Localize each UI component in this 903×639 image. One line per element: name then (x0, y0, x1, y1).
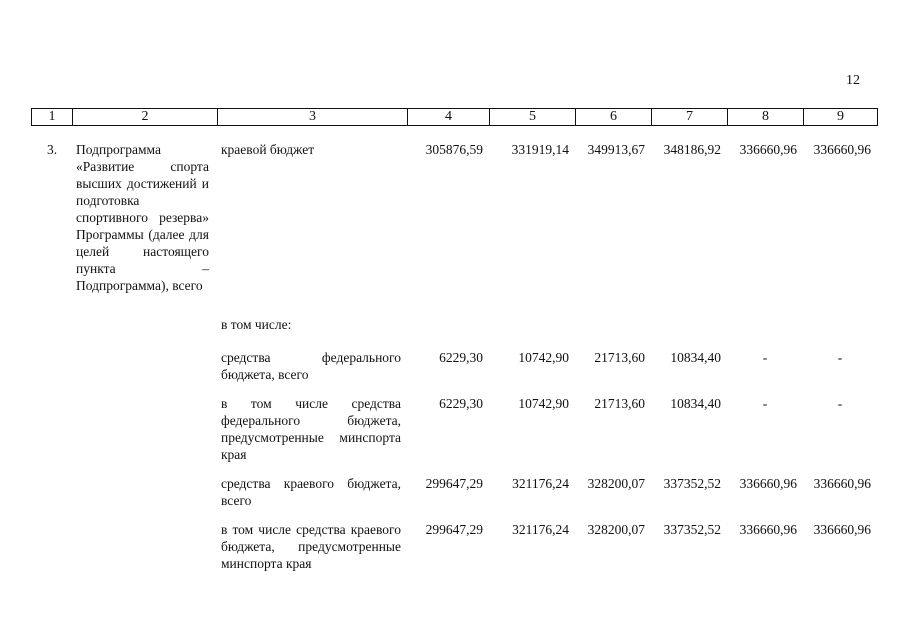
funding-source: в том числе средства краевого бюджета, предусмотренные минспорта края (221, 522, 401, 571)
value-col-5: 10742,90 (518, 396, 569, 411)
value-col-7: 337352,52 (663, 476, 721, 491)
header-col-5: 5 (490, 109, 576, 126)
value-col-6: 349913,67 (587, 142, 645, 157)
value-col-9: 336660,96 (813, 142, 871, 157)
value-col-9: - (837, 396, 843, 411)
value-col-9: 336660,96 (813, 476, 871, 491)
value-col-4: 305876,59 (425, 142, 483, 157)
value-col-6: 328200,07 (587, 522, 645, 537)
value-col-5: 331919,14 (511, 142, 569, 157)
header-col-3: 3 (218, 109, 408, 126)
value-col-8: - (762, 396, 768, 411)
including-label: в том числе: (221, 317, 292, 332)
column-number-header (31, 108, 878, 126)
value-col-5: 10742,90 (518, 350, 569, 365)
value-col-6: 21713,60 (594, 396, 645, 411)
value-col-5: 321176,24 (512, 476, 569, 491)
table-row (31, 395, 877, 463)
value-col-7: 337352,52 (663, 522, 721, 537)
header-col-1: 1 (32, 109, 73, 126)
value-col-7: 10834,40 (670, 350, 721, 365)
header-col-9: 9 (804, 109, 878, 126)
value-col-9: - (837, 350, 843, 365)
value-col-8: 336660,96 (739, 142, 797, 157)
value-col-4: 6229,30 (439, 396, 483, 411)
funding-source: в том числе средства федерального бюджета, предусмотренные минспорта края (221, 396, 401, 462)
header-col-6: 6 (576, 109, 652, 126)
value-col-6: 328200,07 (587, 476, 645, 491)
table-row (31, 521, 877, 572)
header-col-7: 7 (652, 109, 728, 126)
value-col-8: 336660,96 (739, 476, 797, 491)
value-col-7: 348186,92 (663, 142, 721, 157)
funding-source: краевой бюджет (221, 142, 315, 157)
header-col-4: 4 (408, 109, 490, 126)
table-row-including (31, 316, 877, 333)
value-col-4: 6229,30 (439, 350, 483, 365)
table-row-main (31, 141, 877, 294)
table-row (31, 349, 877, 383)
header-col-2: 2 (73, 109, 218, 126)
value-col-5: 321176,24 (512, 522, 569, 537)
funding-source: средства краевого бюджета, всего (221, 476, 401, 508)
budget-table (31, 141, 877, 572)
value-col-6: 21713,60 (594, 350, 645, 365)
funding-source: средства федерального бюджета, всего (221, 350, 401, 382)
value-col-4: 299647,29 (425, 476, 483, 491)
header-row (32, 109, 878, 126)
value-col-8: 336660,96 (739, 522, 797, 537)
header-col-8: 8 (728, 109, 804, 126)
row-index: 3. (47, 142, 58, 157)
value-col-7: 10834,40 (670, 396, 721, 411)
value-col-8: - (762, 350, 768, 365)
subprogram-name: Подпрограмма «Развитие спорта высших достижений и подготовка спортивного резерва» Программы (далее для целей настоящего пункта – Подпрограмма), всего (76, 142, 209, 293)
page-number: 12 (846, 73, 860, 88)
value-col-4: 299647,29 (425, 522, 483, 537)
value-col-9: 336660,96 (813, 522, 871, 537)
table-row (31, 475, 877, 509)
